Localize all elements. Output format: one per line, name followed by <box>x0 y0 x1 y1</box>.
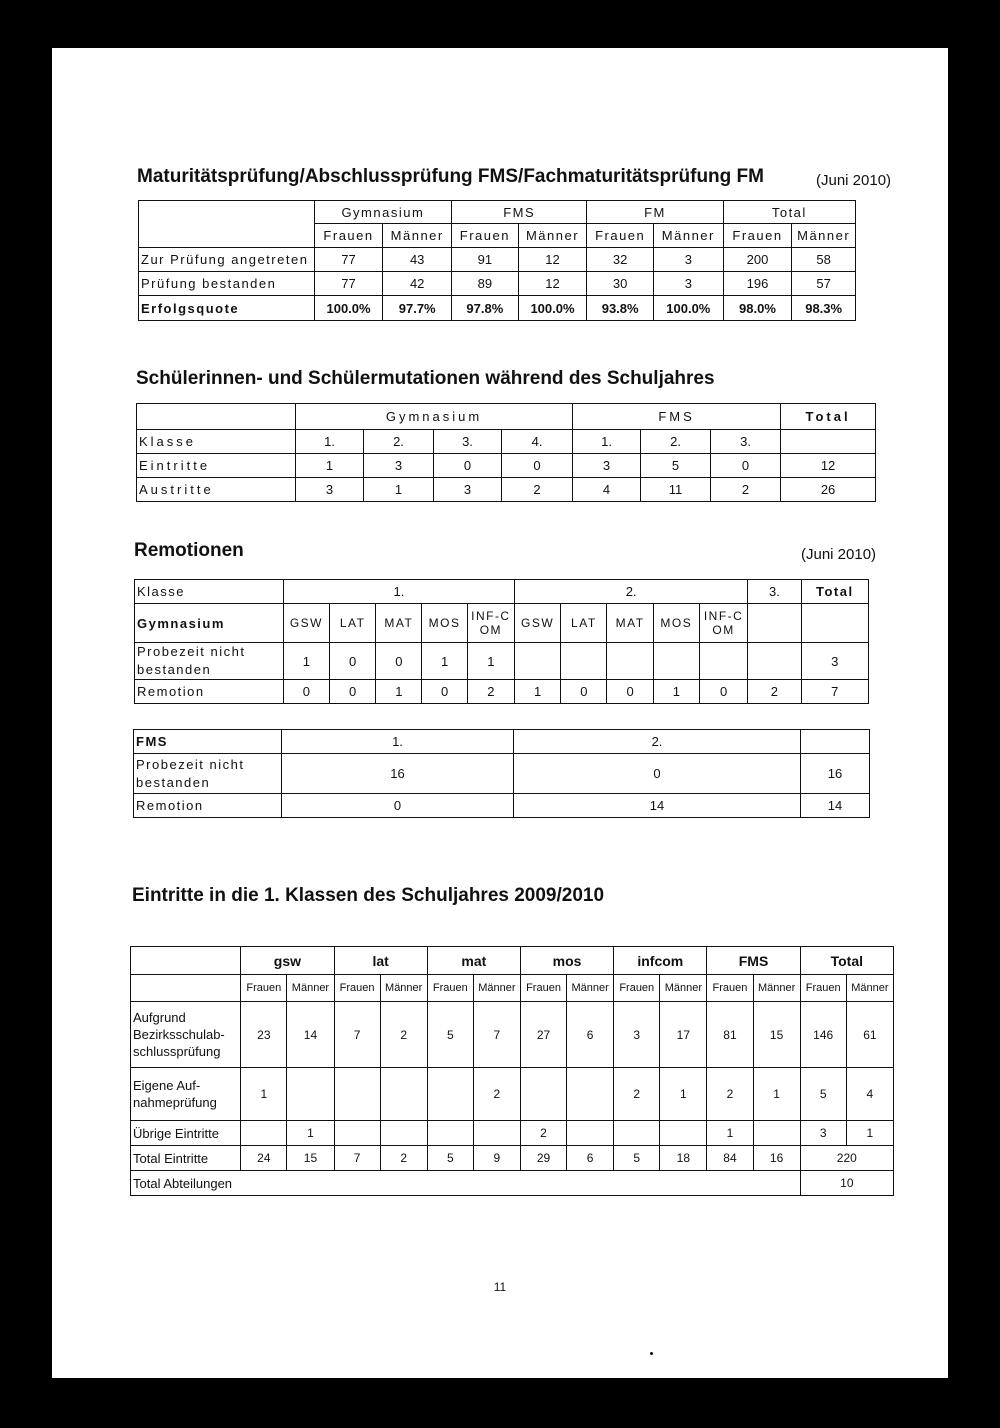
cell: 3 <box>801 643 868 680</box>
cell: 0 <box>434 454 502 478</box>
table-row <box>139 248 856 272</box>
klasse-2: 2. <box>515 580 748 604</box>
klasse-3: 3. <box>748 580 801 604</box>
cell <box>567 1068 614 1121</box>
cell: 1 <box>846 1121 893 1146</box>
cell: 77 <box>314 248 383 272</box>
subheader: Frauen <box>723 224 792 248</box>
cell: 1 <box>515 680 561 704</box>
cell <box>753 1121 800 1146</box>
cell <box>380 1068 427 1121</box>
subject: GSW <box>515 604 561 643</box>
cell: 0 <box>502 454 573 478</box>
cell: 14 <box>801 794 870 818</box>
subheader: Frauen <box>314 224 383 248</box>
cell <box>515 643 561 680</box>
cell: 100.0% <box>518 296 587 321</box>
group-lat: lat <box>334 947 427 975</box>
cell: 146 <box>800 1002 846 1068</box>
cell: 14 <box>287 1002 334 1068</box>
cell: 7 <box>334 1146 380 1171</box>
subject: INF-COM <box>467 604 514 643</box>
table-row <box>134 794 870 818</box>
cell: 18 <box>660 1146 707 1171</box>
table-row <box>137 478 876 502</box>
cell <box>380 1121 427 1146</box>
group-fms: FMS <box>707 947 800 975</box>
cell: 7 <box>334 1002 380 1068</box>
speck-mark <box>650 1352 653 1355</box>
document-page <box>52 48 948 1378</box>
cell: 5 <box>800 1068 846 1121</box>
cell <box>473 1121 520 1146</box>
table-row <box>131 1146 894 1171</box>
cell: 0 <box>561 680 607 704</box>
cell: 6 <box>567 1002 614 1068</box>
row-label: Klasse <box>137 430 296 454</box>
cell: 1 <box>296 454 364 478</box>
section3-title: Remotionen <box>134 540 244 561</box>
remotion-gym-table <box>134 579 869 704</box>
cell: 15 <box>753 1002 800 1068</box>
klasse-1: 1. <box>283 580 514 604</box>
cell: 0 <box>282 794 514 818</box>
subject: MOS <box>653 604 699 643</box>
cell: 1 <box>287 1121 334 1146</box>
subheader: Frauen <box>614 975 660 1002</box>
remotion-label: Remotion <box>134 794 282 818</box>
cell: 3 <box>573 454 641 478</box>
subheader: Frauen <box>800 975 846 1002</box>
cell <box>607 643 653 680</box>
remotion-label: Remotion <box>135 680 284 704</box>
cell: 77 <box>314 272 383 296</box>
cell: 100.0% <box>653 296 723 321</box>
cell: 27 <box>520 1002 566 1068</box>
cell: 3 <box>653 248 723 272</box>
cell: 0 <box>422 680 467 704</box>
subheader: Frauen <box>241 975 287 1002</box>
cell <box>427 1121 473 1146</box>
cell: 4 <box>846 1068 893 1121</box>
cell: 0 <box>330 643 376 680</box>
cell <box>334 1068 380 1121</box>
subject: MAT <box>376 604 422 643</box>
table-row <box>135 680 869 704</box>
cell: 93.8% <box>587 296 654 321</box>
gymnasium-label: Gymnasium <box>135 604 284 643</box>
page-number: 11 <box>493 1280 507 1294</box>
cell: 1 <box>422 643 467 680</box>
cell <box>567 1121 614 1146</box>
group-total: Total <box>781 404 876 430</box>
section3-note: (Juni 2010) <box>801 546 877 563</box>
subheader: Frauen <box>452 224 519 248</box>
cell: 3 <box>653 272 723 296</box>
probezeit-label: Probezeit nicht bestanden <box>135 643 284 680</box>
group-total: Total <box>800 947 893 975</box>
section4-title: Eintritte in die 1. Klassen des Schuljahres 2009/2010 <box>132 885 605 906</box>
subject: MOS <box>422 604 467 643</box>
cell: 17 <box>660 1002 707 1068</box>
total-label: Total <box>801 580 868 604</box>
subheader: Frauen <box>427 975 473 1002</box>
subject: GSW <box>283 604 329 643</box>
section2-title: Schülerinnen- und Schülermutationen während des Schuljahres <box>136 368 715 389</box>
table-row <box>131 1068 894 1121</box>
cell: 84 <box>707 1146 753 1171</box>
subheader: Männer <box>383 224 452 248</box>
cell <box>699 643 747 680</box>
cell <box>334 1121 380 1146</box>
subject: MAT <box>607 604 653 643</box>
group-total: Total <box>723 201 855 224</box>
cell: 58 <box>792 248 856 272</box>
cell: 2 <box>614 1068 660 1121</box>
table-row <box>135 643 869 680</box>
cell: 3 <box>296 478 364 502</box>
subject: INF-COM <box>699 604 747 643</box>
cell: 4 <box>573 478 641 502</box>
cell <box>653 643 699 680</box>
cell: 1 <box>753 1068 800 1121</box>
cell: 2. <box>641 430 711 454</box>
cell: 0 <box>283 680 329 704</box>
cell: 2 <box>473 1068 520 1121</box>
cell: 42 <box>383 272 452 296</box>
cell: 26 <box>781 478 876 502</box>
cell: 97.7% <box>383 296 452 321</box>
cell: 43 <box>383 248 452 272</box>
table-row <box>139 296 856 321</box>
cell: 5 <box>641 454 711 478</box>
cell <box>561 643 607 680</box>
table-row <box>131 1171 894 1196</box>
cell: 1. <box>573 430 641 454</box>
subheader: Männer <box>792 224 856 248</box>
cell: 32 <box>587 248 654 272</box>
row-label: Aufgrund Bezirksschulab-schlussprüfung <box>131 1002 241 1068</box>
subheader: Männer <box>846 975 893 1002</box>
table-row <box>131 1121 894 1146</box>
cell: 3. <box>711 430 781 454</box>
table-row <box>137 454 876 478</box>
maturity-table <box>138 200 856 321</box>
group-fms: FMS <box>573 404 781 430</box>
eintritte-table <box>130 946 894 1196</box>
cell: 16 <box>753 1146 800 1171</box>
fms-label: FMS <box>134 730 282 754</box>
section1-title: Maturitätsprüfung/Abschlussprüfung FMS/Fachmaturitätsprüfung FM <box>137 166 764 187</box>
cell: 5 <box>614 1146 660 1171</box>
mutations-table <box>136 403 876 502</box>
cell: 1 <box>467 643 514 680</box>
section1-note: (Juni 2010) <box>816 172 892 189</box>
table-row <box>137 430 876 454</box>
cell <box>748 643 801 680</box>
cell <box>427 1068 473 1121</box>
cell: 200 <box>723 248 792 272</box>
row-label: Eintritte <box>137 454 296 478</box>
cell: 3 <box>614 1002 660 1068</box>
group-infcom: infcom <box>614 947 707 975</box>
cell: 12 <box>518 272 587 296</box>
cell: 91 <box>452 248 519 272</box>
cell: 57 <box>792 272 856 296</box>
row-label: Eigene Auf-nahmeprüfung <box>131 1068 241 1121</box>
subheader: Männer <box>287 975 334 1002</box>
cell: 1 <box>283 643 329 680</box>
cell: 7 <box>801 680 868 704</box>
subheader: Männer <box>653 224 723 248</box>
subheader: Frauen <box>334 975 380 1002</box>
cell: 16 <box>801 754 870 794</box>
subject: LAT <box>330 604 376 643</box>
cell: 6 <box>567 1146 614 1171</box>
cell: 2 <box>380 1146 427 1171</box>
cell <box>241 1121 287 1146</box>
cell: 5 <box>427 1002 473 1068</box>
cell <box>660 1121 707 1146</box>
row-label: Prüfung bestanden <box>139 272 315 296</box>
cell <box>520 1068 566 1121</box>
cell: 7 <box>473 1002 520 1068</box>
cell: 2. <box>364 430 434 454</box>
row-label: Total Eintritte <box>131 1146 241 1171</box>
cell: 0 <box>607 680 653 704</box>
subheader: Frauen <box>520 975 566 1002</box>
table-row <box>139 272 856 296</box>
klasse-label: Klasse <box>135 580 284 604</box>
cell: 3 <box>364 454 434 478</box>
cell: 16 <box>282 754 514 794</box>
cell: 5 <box>427 1146 473 1171</box>
cell: 89 <box>452 272 519 296</box>
probezeit-label: Probezeit nicht bestanden <box>134 754 282 794</box>
cell <box>614 1121 660 1146</box>
cell: 3 <box>434 478 502 502</box>
cell: 81 <box>707 1002 753 1068</box>
cell: 1 <box>653 680 699 704</box>
subheader: Männer <box>567 975 614 1002</box>
cell: 0 <box>514 754 801 794</box>
subheader: Männer <box>380 975 427 1002</box>
row-label: Erfolgsquote <box>139 296 315 321</box>
cell: 11 <box>641 478 711 502</box>
cell: 61 <box>846 1002 893 1068</box>
remotion-fms-table <box>133 729 870 818</box>
cell: 1. <box>296 430 364 454</box>
group-fms: FMS <box>452 201 587 224</box>
cell: 4. <box>502 430 573 454</box>
cell: 97.8% <box>452 296 519 321</box>
subject: LAT <box>561 604 607 643</box>
cell: 2 <box>380 1002 427 1068</box>
table-row <box>134 754 870 794</box>
cell: 2 <box>467 680 514 704</box>
cell: 3 <box>800 1121 846 1146</box>
total-cell: 220 <box>800 1146 893 1171</box>
subheader: Männer <box>753 975 800 1002</box>
table-row <box>131 1002 894 1068</box>
group-fm: FM <box>587 201 723 224</box>
subheader: Männer <box>473 975 520 1002</box>
cell: 30 <box>587 272 654 296</box>
cell: 0 <box>711 454 781 478</box>
cell: 196 <box>723 272 792 296</box>
subheader: Frauen <box>587 224 654 248</box>
cell: 23 <box>241 1002 287 1068</box>
cell: 15 <box>287 1146 334 1171</box>
cell: 100.0% <box>314 296 383 321</box>
cell: 9 <box>473 1146 520 1171</box>
cell: 12 <box>518 248 587 272</box>
klasse-2: 2. <box>514 730 801 754</box>
klasse-1: 1. <box>282 730 514 754</box>
group-gymnasium: Gymnasium <box>314 201 451 224</box>
cell: 98.0% <box>723 296 792 321</box>
row-label: Zur Prüfung angetreten <box>139 248 315 272</box>
cell: 1 <box>707 1121 753 1146</box>
subheader: Frauen <box>707 975 753 1002</box>
cell: 1 <box>364 478 434 502</box>
cell: 1 <box>241 1068 287 1121</box>
cell: 0 <box>376 643 422 680</box>
cell: 2 <box>520 1121 566 1146</box>
cell: 1 <box>376 680 422 704</box>
cell: 29 <box>520 1146 566 1171</box>
group-mat: mat <box>427 947 520 975</box>
abteilungen-label: Total Abteilungen <box>131 1171 801 1196</box>
cell: 14 <box>514 794 801 818</box>
cell: 2 <box>711 478 781 502</box>
row-label: Austritte <box>137 478 296 502</box>
cell: 24 <box>241 1146 287 1171</box>
cell: 1 <box>660 1068 707 1121</box>
group-mos: mos <box>520 947 613 975</box>
cell: 0 <box>699 680 747 704</box>
cell: 98.3% <box>792 296 856 321</box>
subheader: Männer <box>660 975 707 1002</box>
cell: 0 <box>330 680 376 704</box>
cell: 3. <box>434 430 502 454</box>
cell <box>781 430 876 454</box>
group-gymnasium: Gymnasium <box>296 404 573 430</box>
cell: 2 <box>748 680 801 704</box>
row-label: Übrige Eintritte <box>131 1121 241 1146</box>
cell: 2 <box>707 1068 753 1121</box>
group-gsw: gsw <box>241 947 334 975</box>
cell: 2 <box>502 478 573 502</box>
cell: 12 <box>781 454 876 478</box>
subheader: Männer <box>518 224 587 248</box>
abteilungen-value: 10 <box>800 1171 893 1196</box>
cell <box>287 1068 334 1121</box>
